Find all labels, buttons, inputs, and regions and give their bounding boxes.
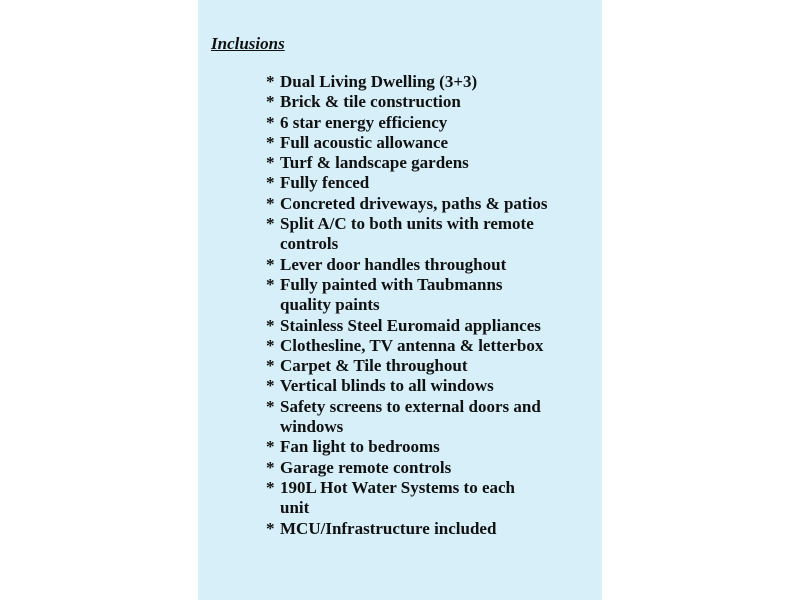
bullet-marker: * bbox=[266, 153, 275, 173]
list-item bbox=[266, 519, 547, 539]
list-item-text: Fan light to bedrooms bbox=[280, 437, 440, 457]
bullet-marker: * bbox=[266, 274, 275, 294]
bullet-marker: * bbox=[266, 214, 275, 234]
list-item bbox=[266, 72, 547, 92]
bullet-marker: * bbox=[266, 518, 275, 538]
list-item-text: Lever door handles throughout bbox=[280, 254, 507, 274]
list-item bbox=[266, 376, 547, 396]
list-item-text: 6 star energy efficiency bbox=[280, 112, 448, 132]
list-item-text: Safety screens to external doors and windows bbox=[280, 396, 541, 437]
list-item bbox=[266, 437, 547, 457]
list-item-text: MCU/Infrastructure included bbox=[280, 518, 497, 538]
list-item bbox=[266, 478, 547, 519]
page-title: Inclusions bbox=[211, 34, 285, 53]
list-item bbox=[266, 255, 547, 275]
list-item bbox=[266, 194, 547, 214]
bullet-marker: * bbox=[266, 437, 275, 457]
bullet-marker: * bbox=[266, 112, 275, 132]
bullet-marker: * bbox=[266, 173, 275, 193]
list-item-text: 190L Hot Water Systems to each unit bbox=[280, 477, 515, 518]
inclusions-list bbox=[266, 72, 547, 539]
list-item-text: Fully fenced bbox=[280, 173, 370, 193]
bullet-marker: * bbox=[266, 356, 275, 376]
list-item bbox=[266, 336, 547, 356]
list-item bbox=[266, 316, 547, 336]
bullet-marker: * bbox=[266, 457, 275, 477]
list-item-text: Brick & tile construction bbox=[280, 92, 461, 112]
list-item bbox=[266, 133, 547, 153]
bullet-marker: * bbox=[266, 72, 275, 91]
list-item-text: Concreted driveways, paths & patios bbox=[280, 193, 548, 213]
bullet-marker: * bbox=[266, 92, 275, 112]
list-item-text: Carpet & Tile throughout bbox=[280, 356, 468, 376]
bullet-marker: * bbox=[266, 132, 275, 152]
list-item bbox=[266, 153, 547, 173]
list-item bbox=[266, 92, 547, 112]
list-item-text: Vertical blinds to all windows bbox=[280, 376, 494, 396]
bullet-marker: * bbox=[266, 315, 275, 335]
list-item-text: Stainless Steel Euromaid appliances bbox=[280, 315, 541, 335]
list-item-text: Clothesline, TV antenna & letterbox bbox=[280, 335, 544, 355]
bullet-marker: * bbox=[266, 254, 275, 274]
list-item-text: Full acoustic allowance bbox=[280, 132, 449, 152]
bullet-marker: * bbox=[266, 477, 275, 497]
bullet-marker: * bbox=[266, 193, 275, 213]
list-item bbox=[266, 173, 547, 193]
inclusions-page bbox=[198, 0, 602, 600]
bullet-marker: * bbox=[266, 335, 275, 355]
list-item bbox=[266, 214, 547, 255]
list-item bbox=[266, 356, 547, 376]
bullet-marker: * bbox=[266, 396, 275, 416]
list-item bbox=[266, 458, 547, 478]
list-item-text: Turf & landscape gardens bbox=[280, 153, 469, 173]
bullet-marker: * bbox=[266, 376, 275, 396]
list-item-text: Fully painted with Taubmanns quality paints bbox=[280, 274, 503, 315]
list-item bbox=[266, 275, 547, 316]
list-item-text: Garage remote controls bbox=[280, 457, 452, 477]
list-item-text: Split A/C to both units with remote controls bbox=[280, 214, 534, 254]
list-item bbox=[266, 397, 547, 438]
list-item bbox=[266, 113, 547, 133]
list-item-text: Dual Living Dwelling (3+3) bbox=[280, 72, 478, 91]
